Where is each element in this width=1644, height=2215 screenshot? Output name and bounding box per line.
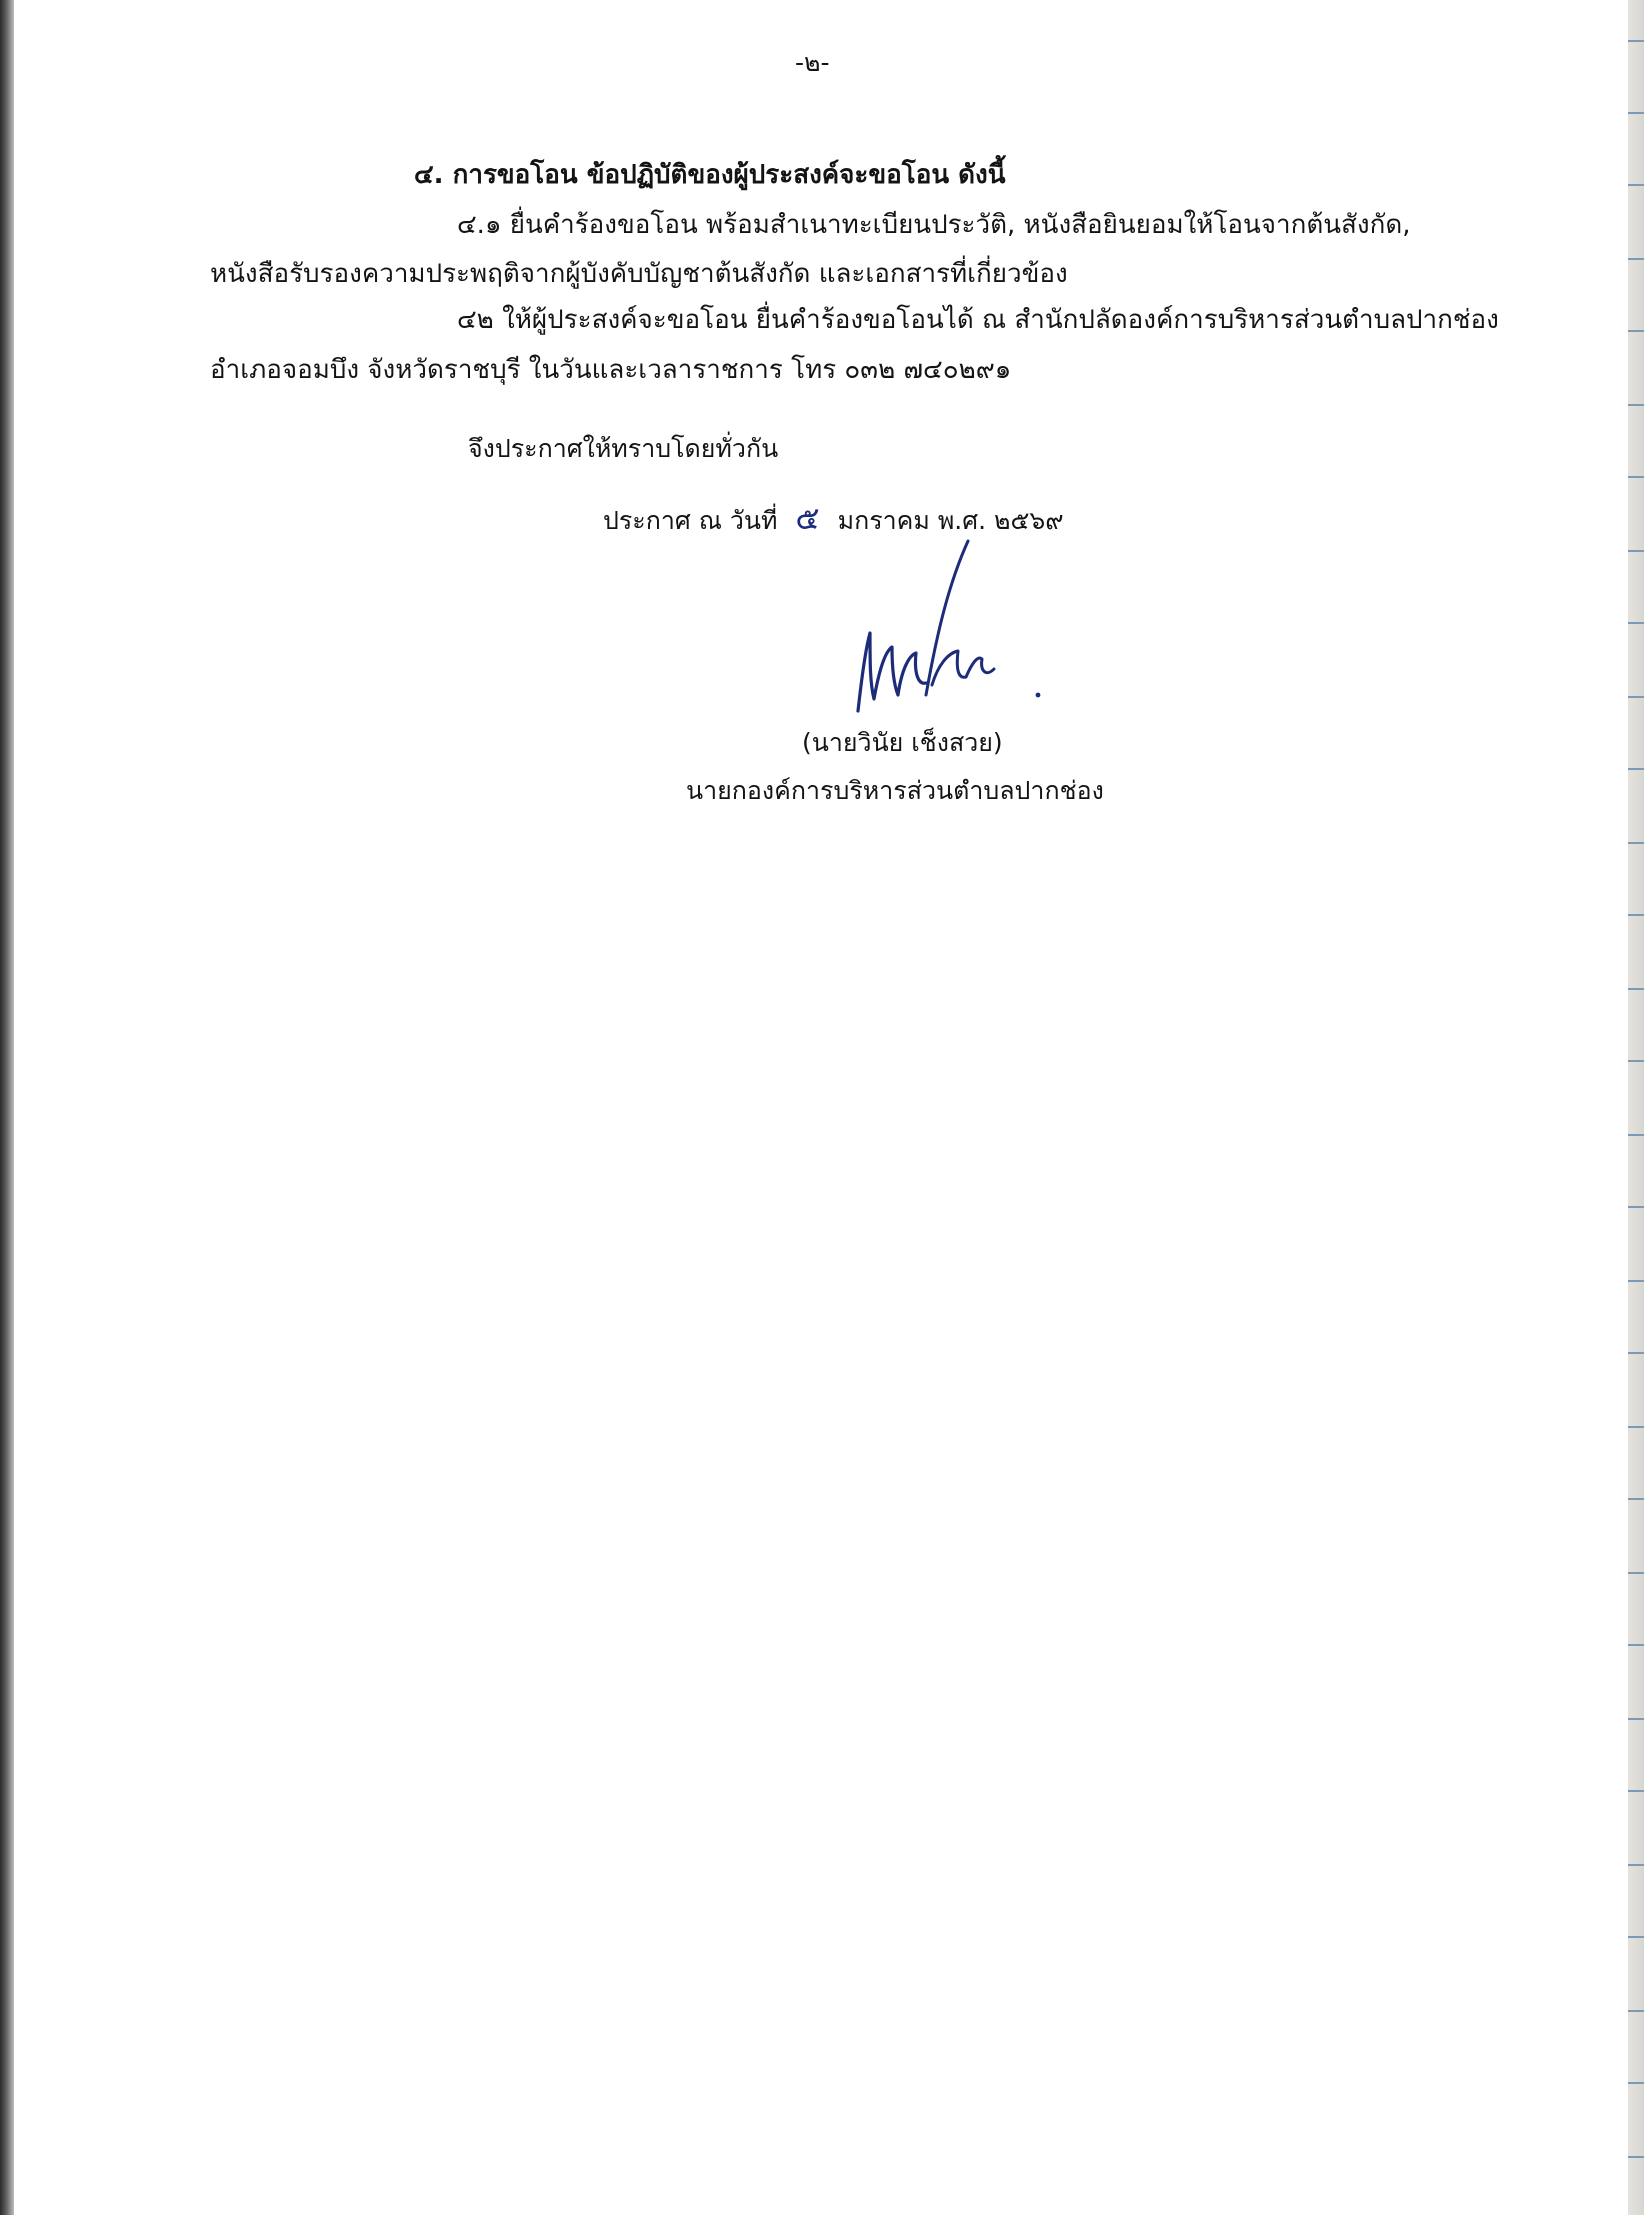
ruled-line [1628, 550, 1644, 552]
ruled-line [1628, 1572, 1644, 1574]
ruled-line [1628, 696, 1644, 698]
section-heading: ๔. การขอโอน ข้อปฏิบัติของผู้ประสงค์จะขอโอน ดังนี้ [414, 160, 1006, 190]
ruled-line [1628, 1352, 1644, 1354]
ruled-line [1628, 184, 1644, 186]
ruled-line [1628, 258, 1644, 260]
signatory-position: นายกองค์การบริหารส่วนตำบลปากช่อง [686, 776, 1104, 805]
ruled-line [1628, 1864, 1644, 1866]
signatory-name: (นายวินัย เช็งสวย) [802, 728, 1003, 757]
ruled-line [1628, 2010, 1644, 2012]
ruled-line [1628, 1790, 1644, 1792]
ruled-line [1628, 1060, 1644, 1062]
date-month-year: มกราคม พ.ศ. ๒๕๖๙ [837, 506, 1064, 535]
ruled-line [1628, 768, 1644, 770]
ruled-line [1628, 2082, 1644, 2084]
ruled-paper-edge [1628, 0, 1644, 2215]
ruled-line [1628, 112, 1644, 114]
ruled-line [1628, 2156, 1644, 2158]
ruled-line [1628, 1134, 1644, 1136]
item-4-1-line2: หนังสือรับรองความประพฤติจากผู้บังคับบัญชาต้นสังกัด และเอกสารที่เกี่ยวข้อง [210, 259, 1068, 289]
ruled-line [1628, 1280, 1644, 1282]
item-4-2-line1: ๔๒ ให้ผู้ประสงค์จะขอโอน ยื่นคำร้องขอโอนได้ ณ สำนักปลัดองค์การบริหารส่วนตำบลปากช่อง [457, 305, 1499, 335]
ruled-line [1628, 404, 1644, 406]
ruled-line [1628, 842, 1644, 844]
ruled-line [1628, 1718, 1644, 1720]
ruled-line [1628, 1206, 1644, 1208]
ruled-line [1628, 914, 1644, 916]
item-4-2-line2: อำเภอจอมบึง จังหวัดราชบุรี ในวันและเวลาราชการ โทร ๐๓๒ ๗๔๐๒๙๑ [210, 355, 1012, 385]
handwritten-day: ๕ [795, 499, 820, 537]
ruled-line [1628, 622, 1644, 624]
ruled-line [1628, 988, 1644, 990]
ruled-line [1628, 1936, 1644, 1938]
ruled-line [1628, 40, 1644, 42]
page-number: -๒- [795, 48, 830, 77]
item-4-1-line1: ๔.๑ ยื่นคำร้องขอโอน พร้อมสำเนาทะเบียนประวัติ, หนังสือยินยอมให้โอนจากต้นสังกัด, [457, 210, 1411, 240]
ruled-line [1628, 476, 1644, 478]
ruled-line [1628, 330, 1644, 332]
ruled-line [1628, 1644, 1644, 1646]
announcement-date [603, 501, 1064, 538]
date-prefix: ประกาศ ณ วันที่ [603, 506, 778, 535]
signature-image [840, 535, 1070, 725]
scan-edge-left [0, 0, 14, 2215]
closing-statement: จึงประกาศให้ทราบโดยทั่วกัน [468, 434, 779, 463]
ruled-line [1628, 1426, 1644, 1428]
ruled-line [1628, 1498, 1644, 1500]
